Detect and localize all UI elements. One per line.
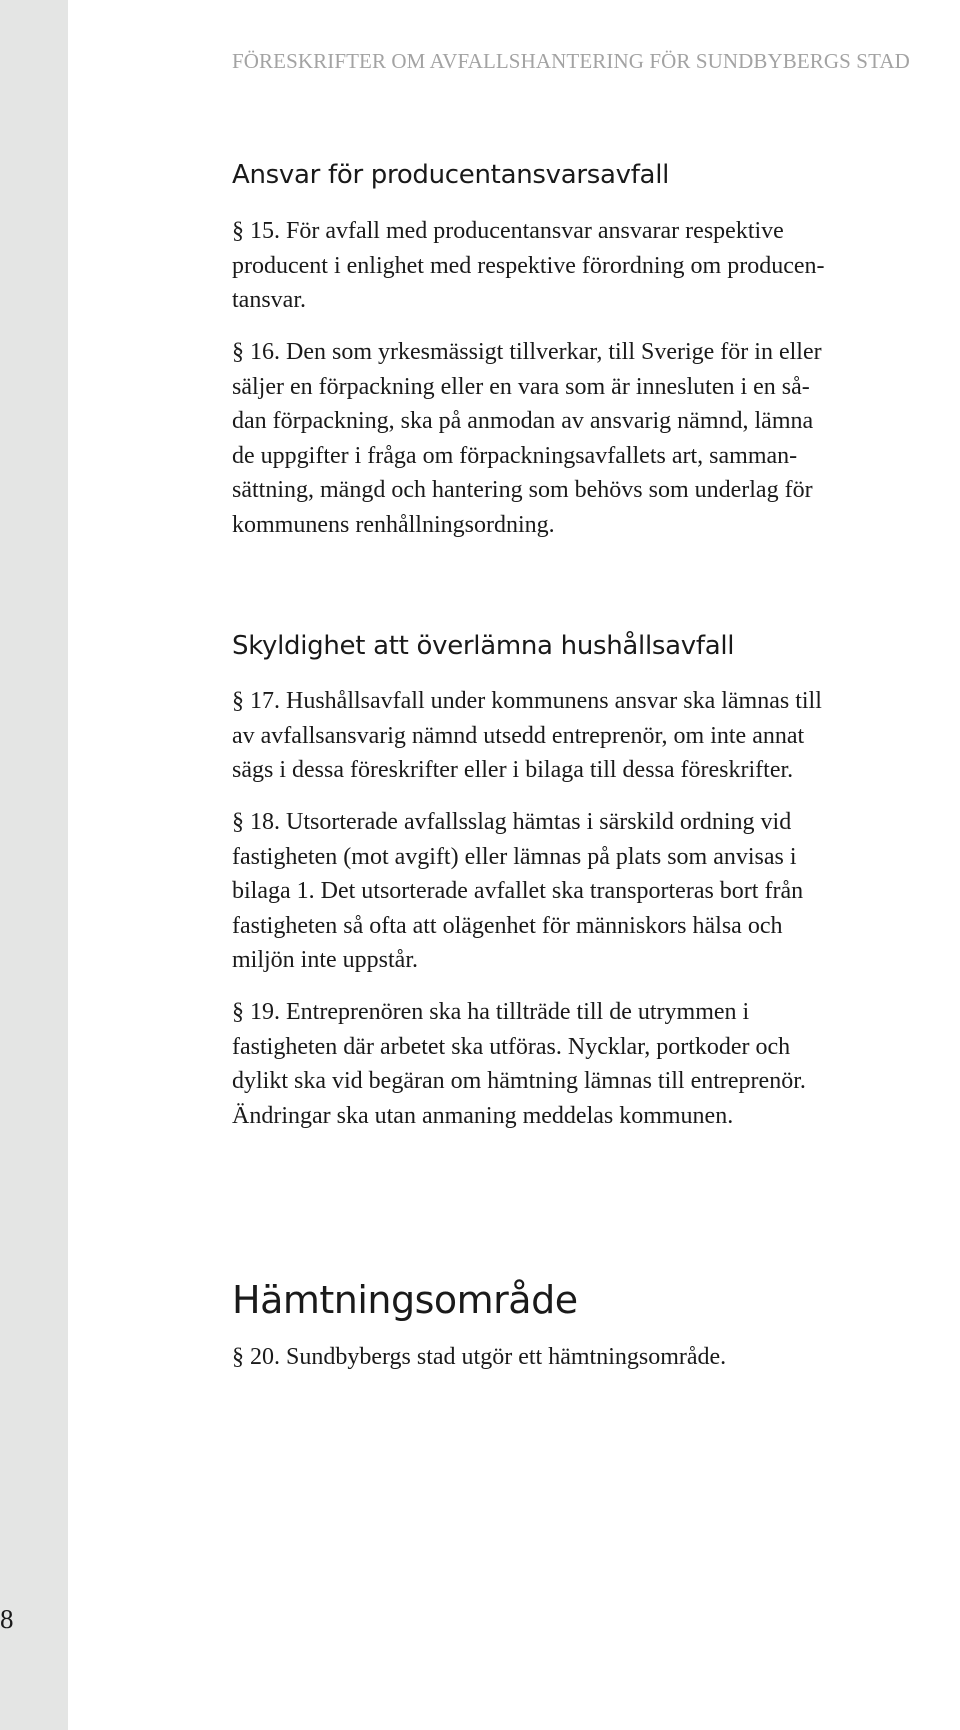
paragraph-line: Sundbybergs stad utgör ett hämtningsområde. [280,1344,727,1370]
paragraph-line: fastigheten så ofta att olägenhet för människors hälsa och [232,912,783,939]
paragraph-number: § 17. [232,688,280,714]
paragraph-line: För avfall med producentansvar ansvarar respektive [280,218,784,244]
paragraph-18 [232,805,952,978]
paragraph-19 [232,995,952,1133]
section-heading-producer-responsibility [232,158,952,192]
paragraph-line: producent i enlighet med respektive förordning om producen- [232,252,825,279]
paragraph-line: fastigheten (mot avgift) eller lämnas på plats som anvisas i [232,843,797,870]
running-header: FÖRESKRIFTER OM AVFALLSHANTERING FÖR SUNDBYBERGS STAD [232,49,910,73]
section-heading: Skyldighet att överlämna hushållsavfall [232,631,735,661]
paragraph-line: de uppgifter i fråga om förpackningsavfallets art, samman- [232,442,798,469]
paragraph-line: tansvar. [232,287,306,313]
paragraph-20 [232,1340,952,1375]
paragraph-number: § 15. [232,218,280,244]
paragraph-16 [232,335,952,542]
page-margin-strip [0,0,68,1730]
paragraph-number: § 16. [232,339,280,365]
paragraph-line: sättning, mängd och hantering som behövs som underlag för [232,477,813,503]
paragraph-15 [232,214,952,318]
paragraph-number: § 19. [232,999,280,1025]
paragraph-line: Den som yrkesmässigt tillverkar, till Sverige för in eller [280,339,822,365]
page-number: 8 [0,1604,14,1634]
paragraph-17 [232,684,952,788]
paragraph-line: bilaga 1. Det utsorterade avfallet ska transporteras bort från [232,878,804,904]
paragraph-line: Utsorterade avfallsslag hämtas i särskild ordning vid [280,809,792,835]
paragraph-line: sägs i dessa föreskrifter eller i bilaga till dessa föreskrifter. [232,757,794,783]
paragraph-line: miljön inte uppstår. [232,947,418,973]
section-heading-collection-area [232,1276,952,1324]
paragraph-number: § 20. [232,1344,280,1370]
paragraph-line: säljer en förpackning eller en vara som är innesluten i en så- [232,373,810,400]
section-heading: Hämtningsområde [232,1278,578,1322]
paragraph-number: § 18. [232,809,280,835]
paragraph-line: dan förpackning, ska på anmodan av ansvarig nämnd, lämna [232,408,814,434]
paragraph-line: fastigheten där arbetet ska utföras. Nycklar, portkoder och [232,1033,791,1060]
section-heading: Ansvar för producentansvarsavfall [232,160,670,190]
paragraph-line: kommunens renhållningsordning. [232,511,555,538]
paragraph-line: Entreprenören ska ha tillträde till de utrymmen i [280,999,750,1025]
paragraph-line: Ändringar ska utan anmaning meddelas kommunen. [232,1102,734,1129]
paragraph-line: av avfallsansvarig nämnd utsedd entreprenör, om inte annat [232,722,805,749]
paragraph-line: dylikt ska vid begäran om hämtning lämnas till entreprenör. [232,1068,806,1094]
section-heading-obligation [232,629,952,663]
paragraph-line: Hushållsavfall under kommunens ansvar ska lämnas till [280,688,822,714]
